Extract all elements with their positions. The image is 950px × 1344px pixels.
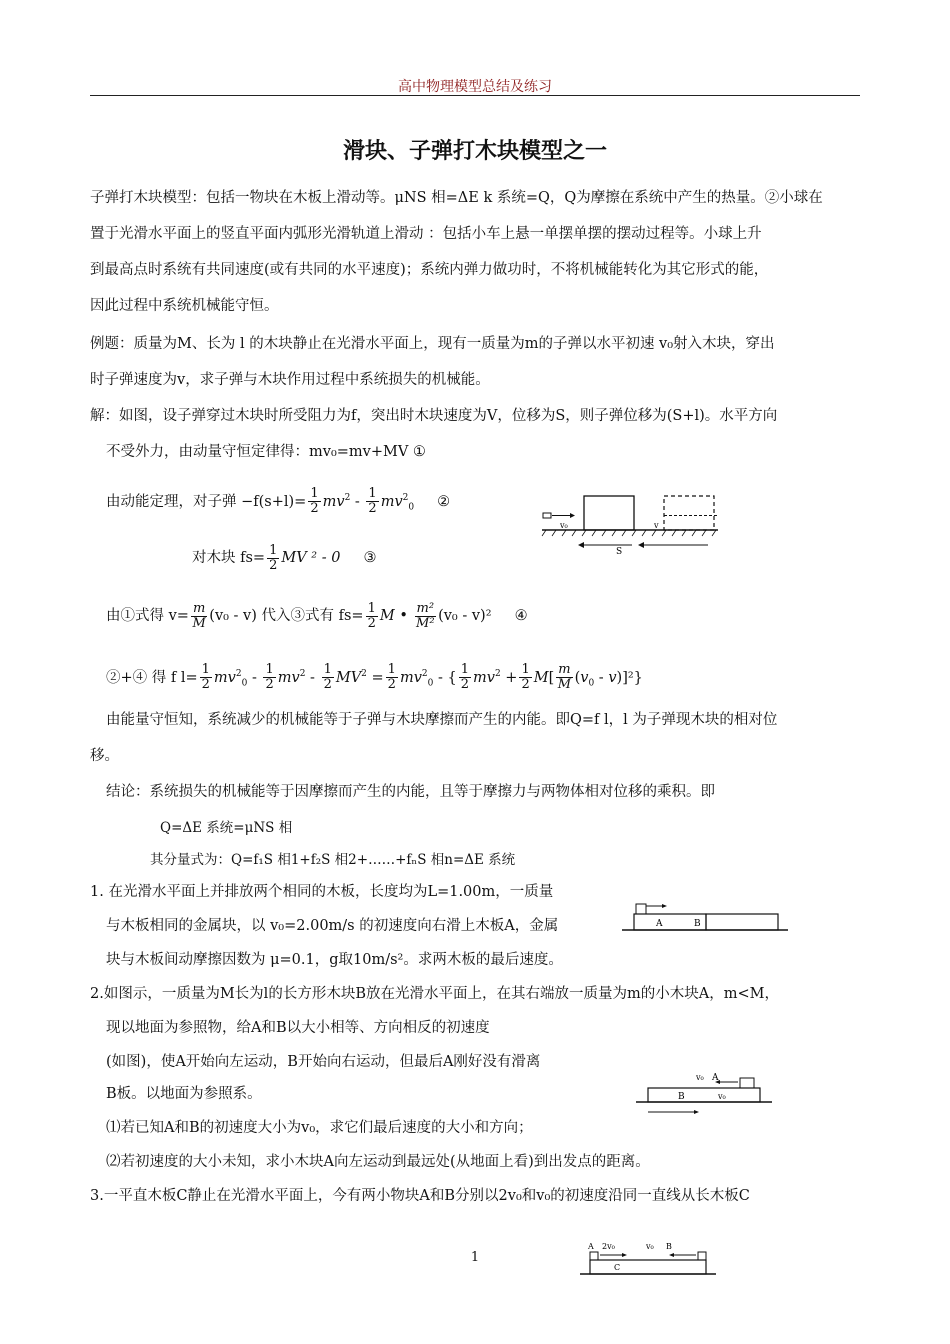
page-number: 1 <box>470 1250 480 1265</box>
problem-2-line-5: ⑴若已知A和B的初速度大小为v₀，求它们最后速度的大小和方向； <box>106 1120 533 1136</box>
formula-2: 其分量式为：Q=f₁S 相1+f₂S 相2+……+fₙS 相n=ΔE 系统 <box>150 852 516 868</box>
formula-1: Q=ΔE 系统=μNS 相 <box>160 820 293 836</box>
eq2-mark: ② <box>437 493 451 510</box>
label-v0: v₀ <box>646 1242 654 1251</box>
solution-line-1: 解：如图，设子弹穿过木块时所受阻力为f，突出时木块速度为V，位移为S，则子弹位移为(S+l)。水平方向 <box>90 408 778 424</box>
fraction-m2-over-M2: $\frac{\text{m²}}{\text{M²}}$ <box>416 600 435 631</box>
solution-line-2: 不受外力，由动量守恒定律得：mv₀=mv+MV ① <box>106 444 426 460</box>
eq3-prefix: 对木块 fs= <box>192 550 266 566</box>
eq4-tail: (v₀ - v)² <box>438 608 492 624</box>
eq2-prefix: 由动能定理，对子弹 −f(s+l)= <box>106 493 307 510</box>
problem-1-line-1: 1. 在光滑水平面上并排放两个相同的木板，长度均为L=1.00m，一质量 <box>90 884 554 900</box>
conclusion: 结论：系统损失的机械能等于因摩擦而产生的内能，且等于摩擦力与两物体相对位移的乘积。即 <box>106 784 715 800</box>
eq3-tail: MV ² - 0 <box>281 550 341 566</box>
eq4-prefix: 由①式得 v= <box>106 608 189 624</box>
problem-1-line-3: 块与木板间动摩擦因数为 μ=0.1，g取10m/s²。求两木板的最后速度。 <box>106 952 563 968</box>
header-rule <box>90 95 860 96</box>
fraction-half: $\frac{1}{2}$ <box>269 542 278 573</box>
equation-3 <box>192 540 377 576</box>
problem-2-line-3: (如图)，使A开始向左运动，B开始向右运动，但最后A刚好没有滑离 <box>106 1054 541 1070</box>
label-a: A <box>656 919 663 929</box>
page-title: 滑块、子弹打木块模型之一 <box>342 139 607 164</box>
label-s: S <box>616 547 623 557</box>
eq4-mid: (v₀ - v) 代入③式有 fs= <box>209 608 364 624</box>
label-b: B <box>666 1242 672 1251</box>
intro-line-2: 置于光滑水平面上的竖直平面内弧形光滑轨道上滑动 ：包括小车上悬一单摆单摆的摆动过程等。小球上升 <box>90 226 762 242</box>
label-a: A <box>712 1073 719 1083</box>
fraction-m-over-M: $\frac{m}{M}$ <box>192 600 206 631</box>
figure-bullet-block <box>540 490 720 560</box>
fraction-half: $\frac{1}{2}$ <box>367 600 376 631</box>
problem-2-line-2: 现以地面为参照物，给A和B以大小相等、方向相反的初速度 <box>106 1020 490 1036</box>
fraction-half: $\frac{1}{2}$ <box>368 486 377 517</box>
problem-2-line-1: 2.如图示，一质量为M长为l的长方形木块B放在光滑水平面上，在其右端放一质量为m的小木块A，m<M， <box>90 986 779 1002</box>
label-2v0: 2v₀ <box>602 1242 615 1251</box>
label-a: A <box>588 1242 594 1251</box>
equation-2: 由动能定理，对子弹 −f(s+l)= $\frac{1}{2}$ $mv^2$ - $\frac{1}{2}$ $mv^2_0$ ② <box>106 486 451 517</box>
example-line-2: 时子弹速度为v，求子弹与木块作用过程中系统损失的机械能。 <box>90 372 490 388</box>
bullet-initial <box>543 513 551 518</box>
problem-3-line-1: 3.一平直木板C静止在光滑水平面上，今有两小物块A和B分别以2v₀和v₀的初速度沿同一直线从长木板C <box>90 1188 750 1204</box>
eq4-mark: ④ <box>514 608 528 624</box>
energy-line-2: 移。 <box>90 748 119 764</box>
ground-hatching <box>542 530 716 536</box>
metal-block <box>636 904 646 914</box>
figure-two-boards <box>620 896 790 940</box>
page-header: 高中物理模型总结及练习 <box>398 79 552 95</box>
intro-line-4: 因此过程中系统机械能守恒。 <box>90 298 279 314</box>
block-final <box>664 496 714 530</box>
intro-line-1: 子弹打木块模型：包括一物块在木板上滑动等。μNS 相=ΔE k 系统=Q，Q为摩擦在系统中产生的热量。②小球在 <box>90 190 823 206</box>
problem-1-line-2: 与木板相同的金属块，以 v₀=2.00m/s 的初速度向右滑上木板A，金属 <box>106 918 559 934</box>
problem-2-line-6: ⑵若初速度的大小未知，求小木块A向左运动到最远处(从地面上看)到出发点的距离。 <box>106 1154 650 1170</box>
fraction-half: $\frac{1}{2}$ <box>310 486 319 517</box>
label-v0: v₀ <box>560 521 568 530</box>
eq5-prefix: ②+④ 得 f l= <box>106 669 198 686</box>
example-line-1: 例题：质量为M、长为 l 的木块静止在光滑水平面上，现有一质量为m的子弹以水平初速 v₀射入木块，穿出 <box>90 336 775 352</box>
equation-4: 由①式得 v= $\frac{m}{M}$ (v₀ - v) 代入③式有 fs= $\frac{1}{2}$ M • $\frac{\text{m²}}{\text{M²}}$ (v₀ - v)² ④ <box>106 600 528 631</box>
label-v0-b: v₀ <box>718 1092 726 1101</box>
energy-line-1: 由能量守恒知，系统减少的机械能等于子弹与木块摩擦而产生的内能。即Q=f l，l 为子弹现木块的相对位 <box>106 712 778 728</box>
intro-line-3: 到最高点时系统有共同速度(或有共同的水平速度)；系统内弹力做功时，不将机械能转化为其它形式的能， <box>90 262 769 278</box>
label-v0-a: v₀ <box>696 1073 704 1082</box>
figure-a-on-b <box>634 1070 774 1120</box>
label-c: C <box>614 1263 621 1272</box>
label-v: v <box>654 521 659 530</box>
label-b: B <box>678 1092 685 1102</box>
block-initial <box>584 496 634 530</box>
board-b <box>648 1088 760 1102</box>
label-b: B <box>694 919 701 929</box>
board-b <box>706 914 778 930</box>
problem-2-line-4: B板。以地面为参照系。 <box>106 1086 262 1102</box>
eq3-mark: ③ <box>363 550 377 566</box>
block-a <box>740 1078 754 1088</box>
equation-5: ②+④ 得 f l= $\frac{1}{2}$ $mv^2_0$ - $\frac{1}{2}$ $mv^2$ - $\frac{1}{2}$ $MV^2$ = $\frac{1}{2}$ $mv^2_0$ - { $\frac{1}{2}$ $mv^2$ + $\frac{1}{2}$ M[ $\frac{m}{M}$ $(v_0 - v)]^2$} <box>106 662 643 693</box>
